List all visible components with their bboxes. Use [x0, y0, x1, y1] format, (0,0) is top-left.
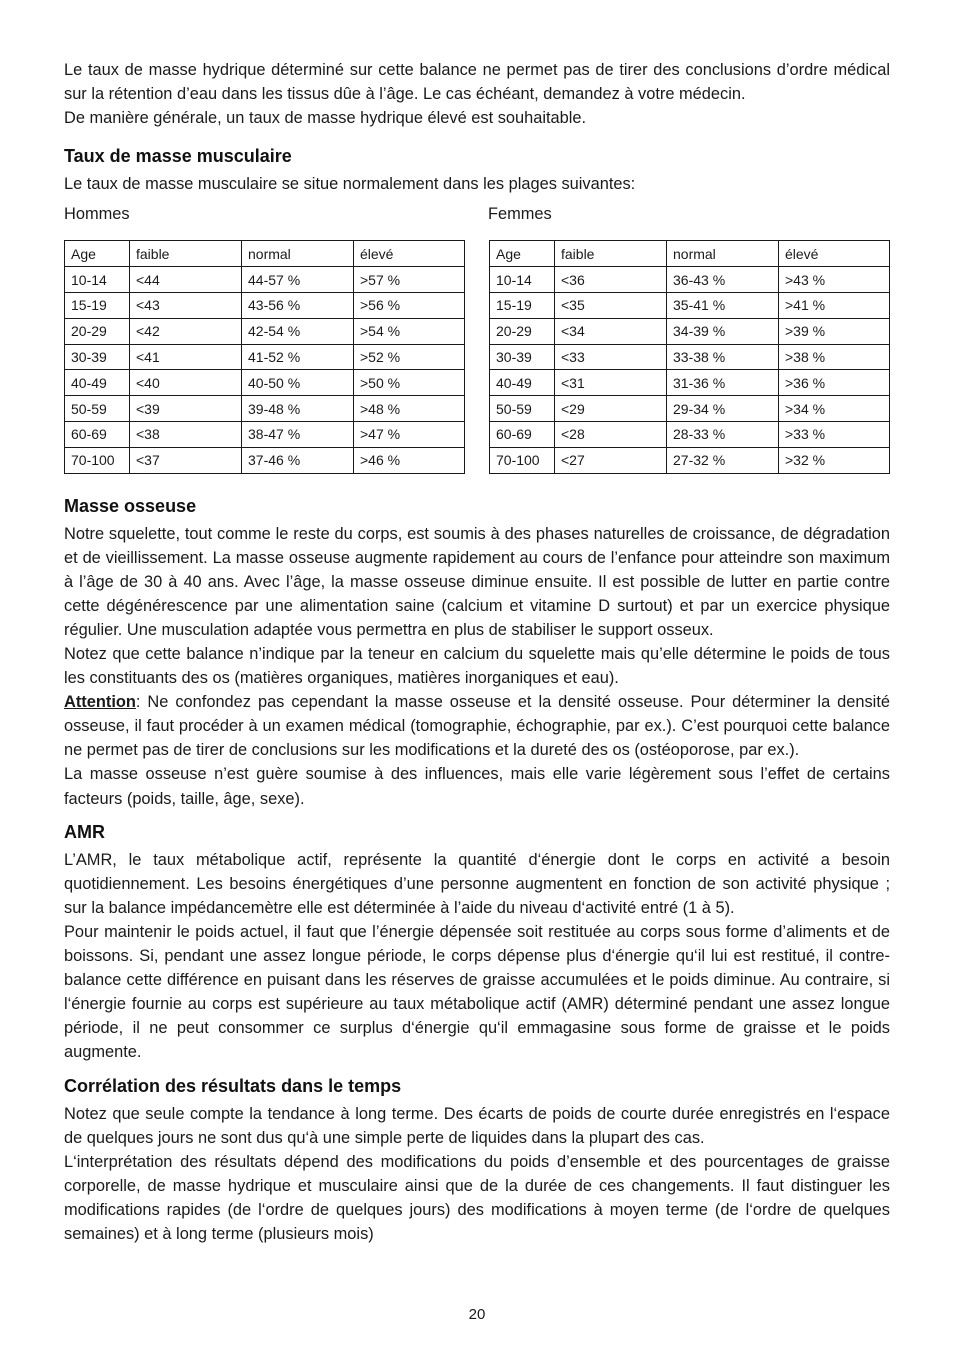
muscle-tables	[64, 240, 890, 473]
women-muscle-table	[489, 240, 890, 473]
table-cell: 42-54 %	[242, 318, 354, 344]
table-cell: 41-52 %	[242, 344, 354, 370]
table-cell: 20-29	[65, 318, 130, 344]
table-cell: <35	[555, 292, 667, 318]
table-cell: 15-19	[490, 292, 555, 318]
table-cell: 37-46 %	[242, 447, 354, 473]
table-cell: 34-39 %	[667, 318, 779, 344]
table-cell: 70-100	[490, 447, 555, 473]
table-cell: 35-41 %	[667, 292, 779, 318]
table-cell: <43	[130, 292, 242, 318]
header-cell: normal	[242, 241, 354, 267]
table-cell: >50 %	[354, 370, 465, 396]
table-cell: <33	[555, 344, 667, 370]
table-cell: 30-39	[490, 344, 555, 370]
intro-section	[64, 58, 890, 130]
table-cell: 15-19	[65, 292, 130, 318]
table-header-row	[490, 241, 890, 267]
table-row	[65, 421, 465, 447]
table-cell: 20-29	[490, 318, 555, 344]
table-cell: <40	[130, 370, 242, 396]
table-row	[490, 318, 890, 344]
header-cell: Age	[65, 241, 130, 267]
bone-paragraph: La masse osseuse n’est guère soumise à des influences, mais elle varie légèrement sous l’effet de certains facteurs (poids, taille, âge, sexe).	[64, 765, 890, 808]
table-row	[65, 344, 465, 370]
correlation-paragraph: L‘interprétation des résultats dépend des modifications du poids d’ensemble et des pourcentages de graisse corporelle, de masse hydrique et musculaire ainsi que de la durée de ces changements. Il faut distinguer les modifications rapides (de l‘ordre de quelques jours) des modifications à moyen terme (de l‘ordre de quelques semaines) et à long terme (plusieurs mois)	[64, 1152, 890, 1243]
women-label: Femmes	[488, 205, 552, 224]
header-cell: élevé	[779, 241, 890, 267]
table-cell: <34	[555, 318, 667, 344]
table-row	[65, 318, 465, 344]
table-cell: 31-36 %	[667, 370, 779, 396]
table-cell: <44	[130, 267, 242, 293]
document-page	[64, 58, 890, 1246]
table-cell: <27	[555, 447, 667, 473]
table-row	[65, 292, 465, 318]
table-cell: 40-49	[490, 370, 555, 396]
table-row	[490, 370, 890, 396]
amr-paragraph: Pour maintenir le poids actuel, il faut que l’énergie dépensée soit restituée au corps sous forme d’aliments et de boissons. Si, pendant une assez longue période, le corps dépense plus d‘énergie qu‘il lui est restitué, il contre-balance cette différence en puisant dans les réserves de graisse accumulées et le poids diminue. Au contraire, si l‘énergie fournie au corps est supérieure au taux métabolique actif (AMR) déterminé pendant une assez longue période, il ne peut consommer ce surplus d‘énergie qu‘il emmagasine sous forme de graisse et le poids augmente.	[64, 922, 890, 1062]
table-row	[65, 447, 465, 473]
table-cell: <42	[130, 318, 242, 344]
header-cell: faible	[555, 241, 667, 267]
table-cell: >57 %	[354, 267, 465, 293]
table-cell: 50-59	[490, 396, 555, 422]
table-cell: <36	[555, 267, 667, 293]
correlation-paragraph: Notez que seule compte la tendance à long terme. Des écarts de poids de courte durée enregistrés en l‘espace de quelques jours ne sont dus qu‘à une simple perte de liquides dans la plupart des cas.	[64, 1104, 890, 1147]
table-cell: >33 %	[779, 421, 890, 447]
bone-attention-paragraph	[64, 690, 890, 762]
men-label: Hommes	[64, 205, 130, 224]
table-cell: <28	[555, 421, 667, 447]
page-number: 20	[468, 1306, 486, 1323]
table-cell: 36-43 %	[667, 267, 779, 293]
table-cell: <41	[130, 344, 242, 370]
table-cell: >36 %	[779, 370, 890, 396]
table-cell: 38-47 %	[242, 421, 354, 447]
table-cell: 60-69	[490, 421, 555, 447]
table-cell: <39	[130, 396, 242, 422]
table-cell: 10-14	[490, 267, 555, 293]
bone-heading: Masse osseuse	[64, 495, 197, 516]
table-cell: 70-100	[65, 447, 130, 473]
table-cell: 30-39	[65, 344, 130, 370]
table-row	[490, 447, 890, 473]
muscle-lead-text: Le taux de masse musculaire se situe normalement dans les plages suivantes:	[64, 175, 636, 194]
table-cell: 28-33 %	[667, 421, 779, 447]
intro-paragraph: Le taux de masse hydrique déterminé sur cette balance ne permet pas de tirer des conclusions d’ordre médical sur la rétention d’eau dans les tissus dûe à l’âge. Le cas échéant, demandez à votre médecin.	[64, 61, 890, 104]
amr-heading: AMR	[64, 821, 105, 842]
table-cell: 27-32 %	[667, 447, 779, 473]
gender-labels	[64, 202, 890, 226]
table-cell: 39-48 %	[242, 396, 354, 422]
table-cell: >56 %	[354, 292, 465, 318]
table-cell: 44-57 %	[242, 267, 354, 293]
table-cell: >43 %	[779, 267, 890, 293]
table-row	[490, 421, 890, 447]
table-cell: >46 %	[354, 447, 465, 473]
bone-paragraph: Notez que cette balance n’indique par la teneur en calcium du squelette mais qu’elle détermine le poids de tous les constituants des os (matières organiques, matières inorganiques et eau).	[64, 645, 890, 688]
table-cell: 29-34 %	[667, 396, 779, 422]
table-cell: 60-69	[65, 421, 130, 447]
table-cell: 50-59	[65, 396, 130, 422]
table-header-row	[65, 241, 465, 267]
header-cell: faible	[130, 241, 242, 267]
table-cell: <38	[130, 421, 242, 447]
table-cell: >48 %	[354, 396, 465, 422]
table-cell: >39 %	[779, 318, 890, 344]
amr-section	[64, 848, 890, 1065]
table-cell: >32 %	[779, 447, 890, 473]
correlation-section	[64, 1102, 890, 1247]
header-cell: Age	[490, 241, 555, 267]
bone-section	[64, 522, 890, 811]
table-cell: >38 %	[779, 344, 890, 370]
table-row	[65, 267, 465, 293]
bone-paragraph: Notre squelette, tout comme le reste du corps, est soumis à des phases naturelles de croissance, de dégradation et de vieillissement. La masse osseuse augmente rapidement au cours de l’enfance pour atteindre son maximum à l’âge de 30 à 40 ans. Avec l’âge, la masse osseuse diminue ensuite. Il est possible de lutter en partie contre cette dégénérescence par une alimentation saine (calcium et vitamine D surtout) et par un exercice physique régulier. Une musculation adaptée vous permettra en plus de stabiliser le support osseux.	[64, 524, 890, 639]
table-cell: 40-50 %	[242, 370, 354, 396]
table-cell: 43-56 %	[242, 292, 354, 318]
table-row	[65, 370, 465, 396]
table-cell: >54 %	[354, 318, 465, 344]
table-cell: 10-14	[65, 267, 130, 293]
table-row	[490, 344, 890, 370]
header-cell: normal	[667, 241, 779, 267]
table-cell: >47 %	[354, 421, 465, 447]
table-row	[490, 267, 890, 293]
men-muscle-table	[64, 240, 465, 473]
table-cell: <31	[555, 370, 667, 396]
table-cell: >41 %	[779, 292, 890, 318]
attention-label: Attention	[64, 693, 136, 712]
table-cell: 33-38 %	[667, 344, 779, 370]
attention-text: : Ne confondez pas cependant la masse osseuse et la densité osseuse. Pour déterminer la densité osseuse, il faut procéder à un examen médical (tomographie, échographie, par ex.). C’est pourquoi cette balance ne permet pas de tirer de conclusions sur les modifications et la dureté des os (ostéoporose, par ex.).	[64, 693, 890, 760]
table-row	[65, 396, 465, 422]
amr-paragraph: L’AMR, le taux métabolique actif, représente la quantité d‘énergie dont le corps en activité a besoin quotidiennement. Les besoins énergétiques d’une personne augmentent en fonction de son activité physique ; sur la balance impédancemètre elle est déterminée à l’aide du niveau d‘activité entré (1 à 5).	[64, 850, 890, 917]
table-cell: <29	[555, 396, 667, 422]
correlation-heading: Corrélation des résultats dans le temps	[64, 1075, 402, 1096]
table-cell: 40-49	[65, 370, 130, 396]
table-row	[490, 396, 890, 422]
header-cell: élevé	[354, 241, 465, 267]
table-cell: >52 %	[354, 344, 465, 370]
table-row	[490, 292, 890, 318]
table-cell: <37	[130, 447, 242, 473]
table-cell: >34 %	[779, 396, 890, 422]
intro-paragraph: De manière générale, un taux de masse hydrique élevé est souhaitable.	[64, 109, 587, 128]
muscle-heading: Taux de masse musculaire	[64, 146, 292, 167]
